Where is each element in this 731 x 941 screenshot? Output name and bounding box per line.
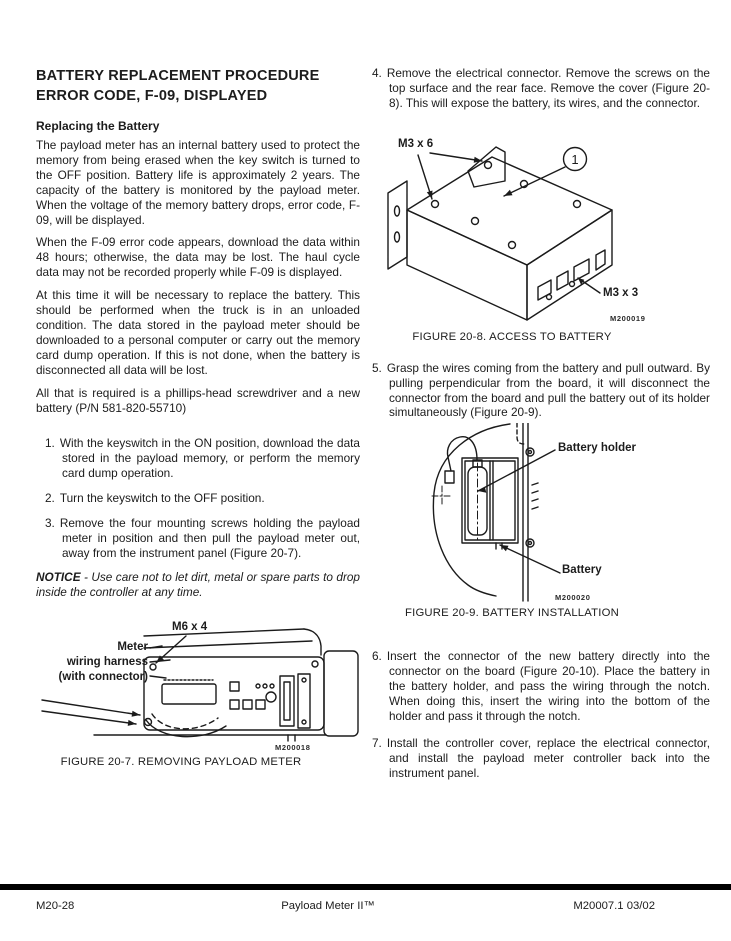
footer-doc-title: Payload Meter II™ bbox=[281, 900, 375, 912]
notice-text: - Use care not to let dirt, metal or spare parts to drop inside the controller at any time. bbox=[36, 569, 360, 599]
battery-installation-drawing bbox=[372, 423, 696, 605]
step-text: Install the controller cover, replace the electrical connector, and install the payload meter controller back into the instrument panel. bbox=[386, 735, 710, 780]
procedure-step-3 bbox=[45, 516, 360, 561]
harness-label-line1: Meter bbox=[117, 640, 148, 653]
figure-20-8-caption: FIGURE 20-8. ACCESS TO BATTERY bbox=[412, 330, 612, 343]
label-battery: Battery bbox=[562, 564, 602, 577]
step-number: 3. bbox=[45, 516, 55, 531]
label-battery-holder: Battery holder bbox=[558, 442, 636, 455]
notice-block bbox=[36, 570, 360, 600]
page-title bbox=[36, 66, 360, 106]
step-text: Grasp the wires coming from the battery and pull outward. By pulling perpendicular from the board, it will disconnect the connector from the board and pull the battery out of its holder simultaneously (Figure 20-9). bbox=[386, 360, 710, 420]
procedure-step-4 bbox=[372, 66, 710, 111]
step-number: 7. bbox=[372, 735, 382, 750]
harness-label-line3: (with connector) bbox=[58, 670, 148, 683]
controller-box-drawing bbox=[372, 125, 696, 325]
procedure-steps-4-7 bbox=[372, 66, 710, 781]
procedure-step-7 bbox=[372, 736, 710, 781]
figure-ref-code: M200020 bbox=[555, 593, 591, 603]
step-number: 2. bbox=[45, 491, 55, 506]
step-number: 5. bbox=[372, 360, 382, 375]
step-text: Turn the keyswitch to the OFF position. bbox=[59, 491, 265, 506]
page-title-line1: BATTERY REPLACEMENT PROCEDURE bbox=[36, 68, 320, 84]
step-text: With the keyswitch in the ON position, download the data stored in the payload memory, or perform the memory card dump operation. bbox=[59, 436, 360, 481]
procedure-steps-1-3 bbox=[36, 436, 360, 560]
callout-1: 1 bbox=[571, 151, 579, 167]
label-m6x4-screws: M6 x 4 bbox=[172, 620, 208, 633]
paragraph-battery-purpose: The payload meter has an internal battery used to protect the memory from being erased when the key switch is turned to the OFF position. Battery life is approximately 2 years. The capacity of the battery is monitored by the payload meter. When the voltage of the memory battery drops, error code, F-09, will be displayed. bbox=[36, 138, 360, 227]
footer-divider-bar bbox=[0, 884, 731, 890]
footer-page-number: M20-28 bbox=[36, 900, 75, 912]
right-column bbox=[372, 66, 710, 781]
step-text: Remove the electrical connector. Remove the screws on the top surface and the rear face. Remove the cover (Figure 20-8). This will expose the battery, its wires, and the connector. bbox=[386, 66, 710, 110]
label-meter-wiring-harness bbox=[36, 640, 148, 685]
figure-20-7 bbox=[36, 600, 360, 772]
step-number: 6. bbox=[372, 649, 382, 664]
figure-20-9 bbox=[372, 423, 710, 623]
notice-label: NOTICE bbox=[36, 569, 81, 584]
figure-ref-code: M200018 bbox=[275, 742, 311, 752]
procedure-step-5 bbox=[372, 361, 710, 421]
figure-20-9-caption: FIGURE 20-9. BATTERY INSTALLATION bbox=[405, 607, 619, 620]
step-number: 1. bbox=[45, 436, 55, 451]
step-text: Insert the connector of the new battery directly into the connector on the board (Figure 20-10). Place the battery in the battery holder, and pass the wiring through the notch. When doing this, insert the wiring into the bottom of the holder and pass it through the notch. bbox=[386, 649, 710, 723]
harness-label-line2: wiring harness bbox=[66, 655, 148, 668]
step-number: 4. bbox=[372, 66, 382, 80]
procedure-step-6 bbox=[372, 649, 710, 724]
step-text: Remove the four mounting screws holding the payload meter in position and then pull the payload meter out, away from the instrument panel (Figure 20-7). bbox=[59, 516, 360, 560]
figure-20-7-caption: FIGURE 20-7. REMOVING PAYLOAD METER bbox=[60, 755, 302, 768]
paragraph-tools-required: All that is required is a phillips-head screwdriver and a new battery (P/N 581-820-55710) bbox=[36, 385, 360, 415]
footer-doc-code: M20007.1 03/02 bbox=[573, 900, 655, 912]
paragraph-replace-conditions: At this time it will be necessary to replace the battery. This should be performed when the truck is in an unloaded condition. The data stored in the payload meter should be downloaded to a personal computer or carry out the memory card dump operation. If this is not done, when the battery is disconnected all data will be lost. bbox=[36, 288, 360, 377]
procedure-step-1 bbox=[45, 436, 360, 481]
procedure-step-2 bbox=[45, 491, 360, 506]
paragraph-download-warning: When the F-09 error code appears, download the data within 48 hours; otherwise, the data may be lost. The haul cycle data may not be recorded properly while F-09 is displayed. bbox=[36, 235, 360, 280]
page-title-line2: ERROR CODE, F-09, DISPLAYED bbox=[36, 88, 268, 104]
label-m3x6-screws: M3 x 6 bbox=[398, 137, 434, 150]
left-column bbox=[36, 66, 360, 772]
section-heading: Replacing the Battery bbox=[36, 119, 160, 133]
figure-ref-code: M200019 bbox=[610, 313, 646, 323]
label-m3x3-screws: M3 x 3 bbox=[603, 286, 639, 299]
figure-20-8 bbox=[372, 125, 710, 351]
